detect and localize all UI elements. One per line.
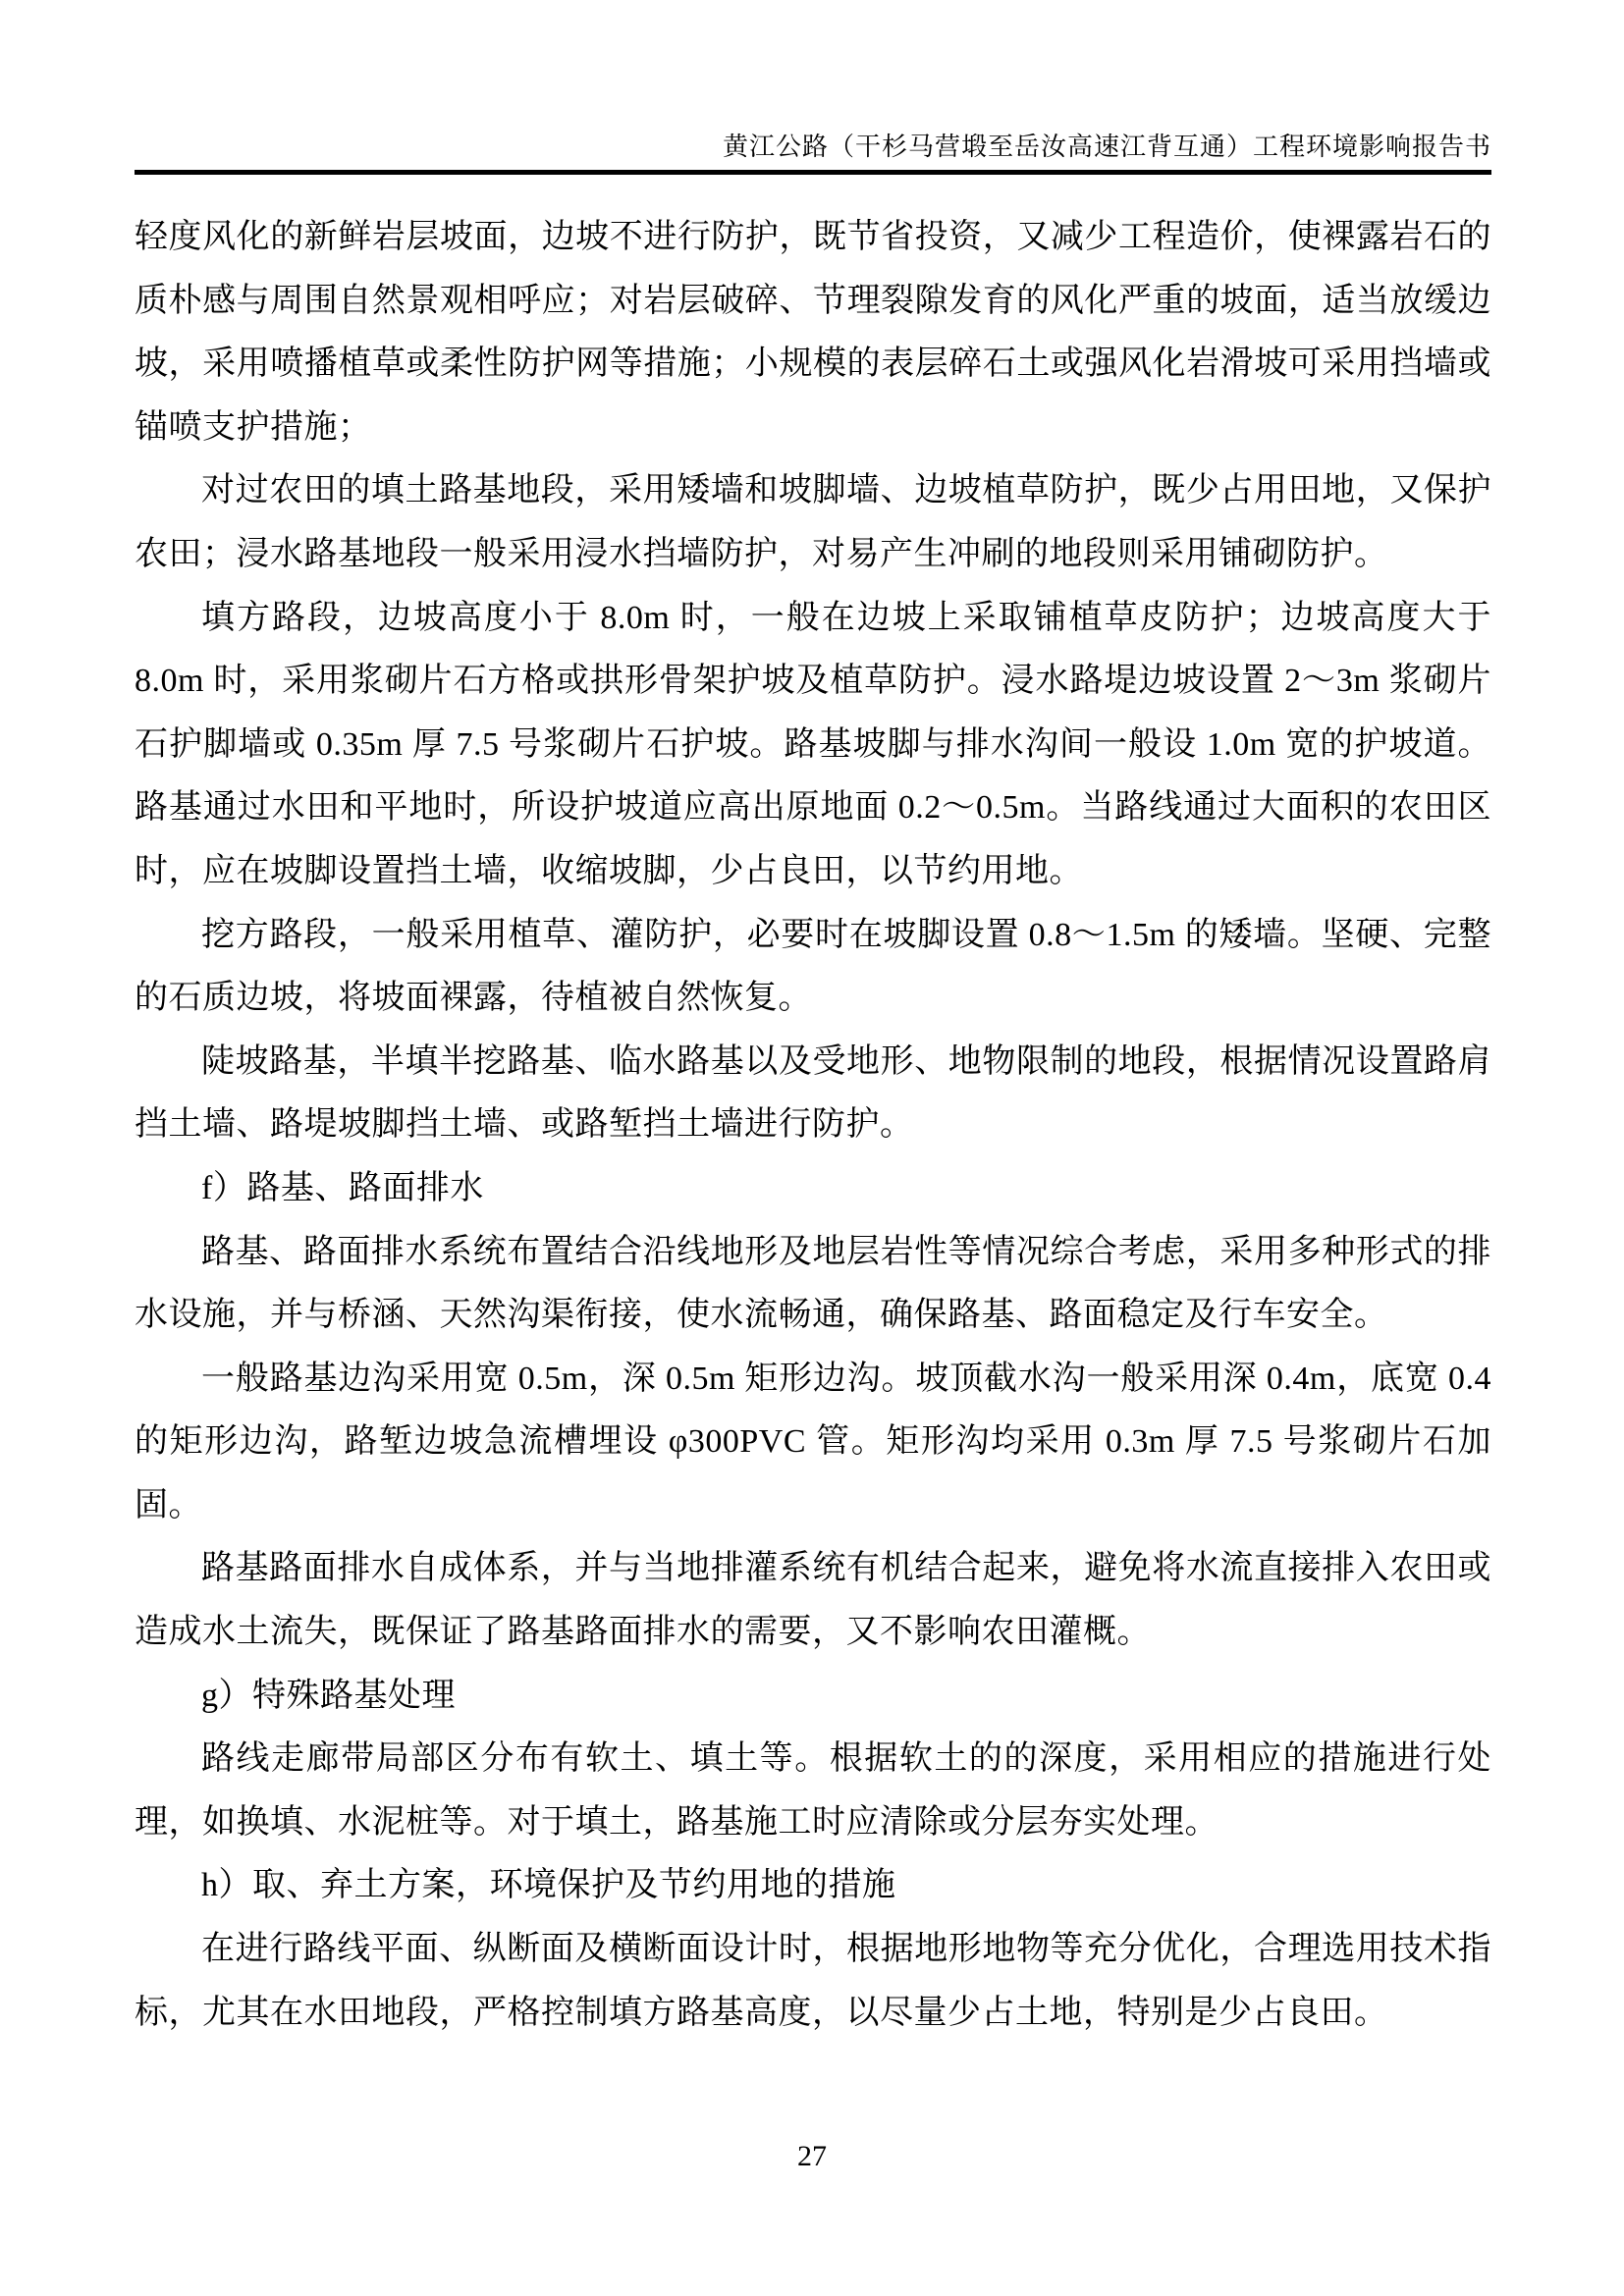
- paragraph: 陡坡路基，半填半挖路基、临水路基以及受地形、地物限制的地段，根据情况设置路肩挡土墙、路堤坡脚挡土墙、或路堑挡土墙进行防护。: [135, 1042, 1491, 1144]
- page-header: [135, 132, 1491, 175]
- paragraph: 路基、路面排水系统布置结合沿线地形及地层岩性等情况综合考虑，采用多种形式的排水设施，并与桥涵、天然沟渠衔接，使水流畅通，确保路基、路面稳定及行车安全。: [135, 1233, 1491, 1334]
- document-body: [135, 206, 1491, 2045]
- paragraph: 路基路面排水自成体系，并与当地排灌系统有机结合起来，避免将水流直接排入农田或造成水土流失，既保证了路基路面排水的需要，又不影响农田灌概。: [135, 1550, 1491, 1651]
- header-title: 黄江公路（干杉马营塅至岳汝高速江背互通）工程环境影响报告书: [722, 133, 1491, 161]
- section-heading-f: f）路基、路面排水: [201, 1169, 484, 1206]
- paragraph-continuation: 轻度风化的新鲜岩层坡面，边坡不进行防护，既节省投资，又减少工程造价，使裸露岩石的质朴感与周围自然景观相呼应；对岩层破碎、节理裂隙发育的风化严重的坡面，适当放缓边坡，采用喷播植草或柔性防护网等措施；小规模的表层碎石土或强风化岩滑坡可采用挡墙或锚喷支护措施；: [135, 219, 1491, 446]
- paragraph: 路线走廊带局部区分布有软土、填土等。根据软土的的深度，采用相应的措施进行处理，如换填、水泥桩等。对于填土，路基施工时应清除或分层夯实处理。: [135, 1740, 1491, 1841]
- paragraph: 对过农田的填土路基地段，采用矮墙和坡脚墙、边坡植草防护，既少占用田地，又保护农田；浸水路基地段一般采用浸水挡墙防护，对易产生冲刷的地段则采用铺砌防护。: [135, 472, 1491, 572]
- page-number: 27: [797, 2140, 827, 2172]
- paragraph: 填方路段，边坡高度小于 8.0m 时，一般在边坡上采取铺植草皮防护；边坡高度大于 8.0m 时，采用浆砌片石方格或拱形骨架护坡及植草防护。浸水路堤边坡设置 2～3m 浆砌片石护脚墙或 0.35m 厚 7.5 号浆砌片石护坡。路基坡脚与排水沟间一般设 1.0m 宽的护坡道。路基通过水田和平地时，所设护坡道应高出原地面 0.2～0.5m。当路线通过大面积的农田区时，应在坡脚设置挡土墙，收缩坡脚，少占良田，以节约用地。: [135, 599, 1491, 889]
- section-heading-g: g）特殊路基处理: [201, 1677, 456, 1714]
- paragraph: 一般路基边沟采用宽 0.5m，深 0.5m 矩形边沟。坡顶截水沟一般采用深 0.4m，底宽 0.4 的矩形边沟，路堑边坡急流槽埋设 φ300PVC 管。矩形沟均采用 0.3m 厚 7.5 号浆砌片石加固。: [135, 1360, 1491, 1523]
- paragraph: 挖方路段，一般采用植草、灌防护，必要时在坡脚设置 0.8～1.5m 的矮墙。坚硬、完整的石质边坡，将坡面裸露，待植被自然恢复。: [135, 916, 1491, 1017]
- header-rule: [135, 170, 1491, 175]
- section-heading-h: h）取、弃土方案，环境保护及节约用地的措施: [201, 1867, 896, 1904]
- page-footer: [0, 2140, 1624, 2173]
- paragraph: 在进行路线平面、纵断面及横断面设计时，根据地形地物等充分优化，合理选用技术指标，尤其在水田地段，严格控制填方路基高度，以尽量少占土地，特别是少占良田。: [135, 1931, 1491, 2031]
